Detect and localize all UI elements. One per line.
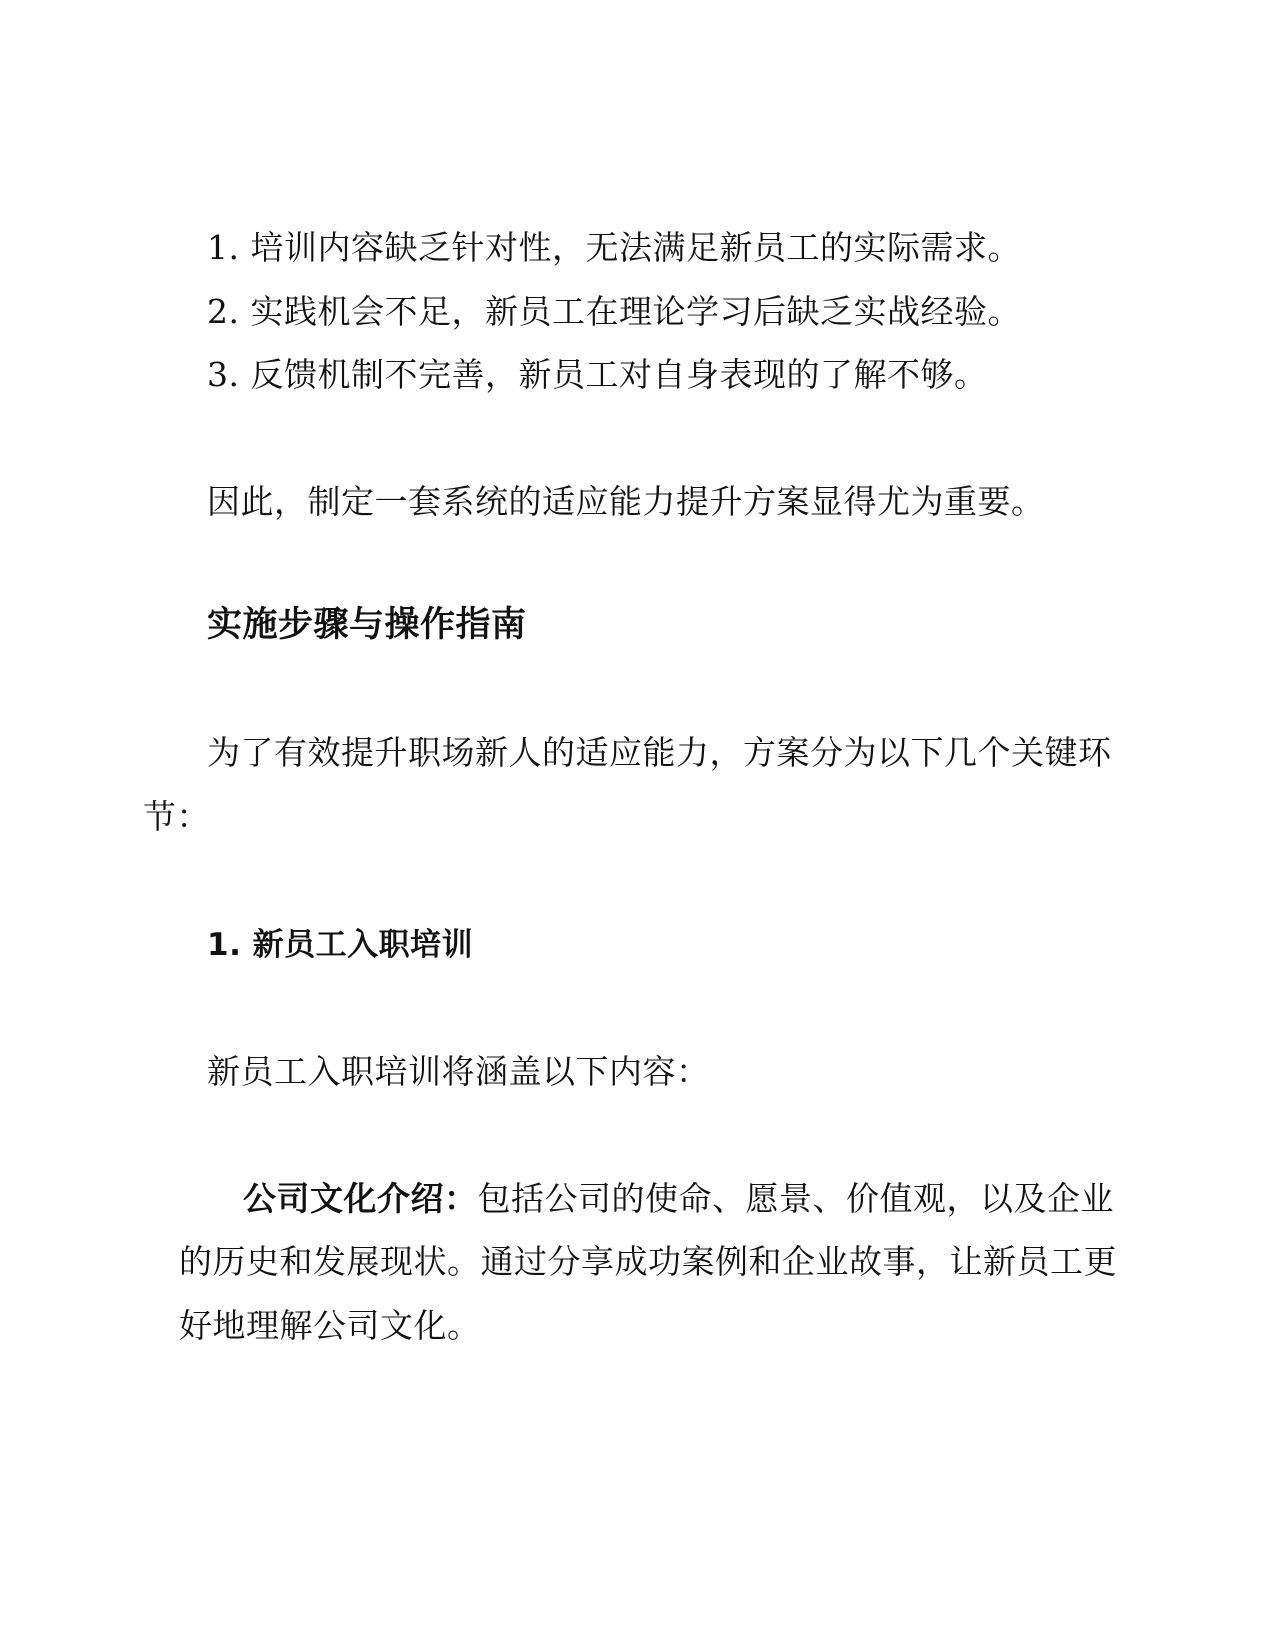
problem-list-item-3: 3. 反馈机制不完善，新员工对自身表现的了解不够。 xyxy=(207,355,988,394)
section-heading: 实施步骤与操作指南 xyxy=(207,605,527,645)
culture-item-label: 公司文化介绍： xyxy=(243,1179,478,1218)
conclusion-paragraph: 因此，制定一套系统的适应能力提升方案显得尤为重要。 xyxy=(207,482,1045,521)
problem-list-item-2: 2. 实践机会不足，新员工在理论学习后缺乏实战经验。 xyxy=(207,292,1021,331)
culture-item-text: 包括公司的使命、愿景、价值观，以及企业 xyxy=(477,1179,1114,1218)
culture-item-line-1 xyxy=(243,1179,1114,1219)
problem-list-item-1: 1. 培训内容缺乏针对性，无法满足新员工的实际需求。 xyxy=(207,228,1021,267)
culture-item-line-2: 的历史和发展现状。通过分享成功案例和企业故事，让新员工更 xyxy=(179,1242,1117,1281)
subsection-intro: 新员工入职培训将涵盖以下内容： xyxy=(207,1052,710,1091)
section-intro-line-1: 为了有效提升职场新人的适应能力，方案分为以下几个关键环 xyxy=(207,733,1112,772)
culture-item-line-3: 好地理解公司文化。 xyxy=(179,1306,481,1345)
section-intro-line-2: 节： xyxy=(143,797,210,836)
subsection-heading: 1. 新员工入职培训 xyxy=(207,927,474,963)
